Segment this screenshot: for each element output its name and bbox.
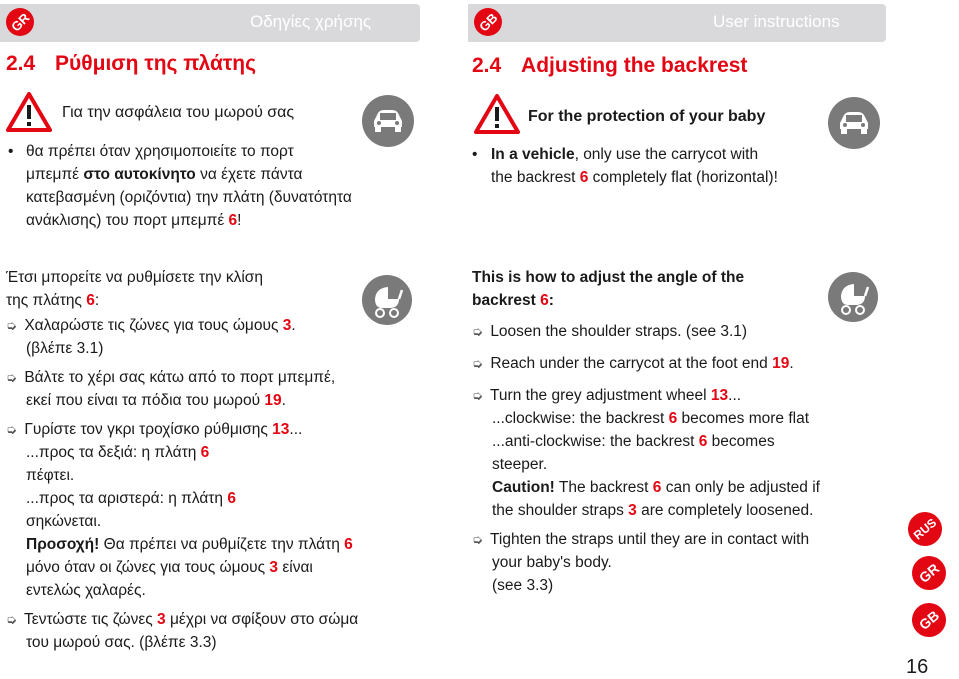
arrow-icon: ➭ — [6, 370, 17, 385]
text: Loosen the shoulder straps. (see 3.1) — [490, 323, 748, 340]
caution-cont — [6, 556, 426, 579]
ref-number: 6 — [200, 444, 210, 461]
arrow-icon: ➭ — [6, 612, 17, 627]
text: Τεντώστε τις ζώνες — [24, 611, 158, 628]
text: θα πρέπει όταν χρησιμοποιείτε το πορτ — [26, 143, 294, 160]
text: can only be adjusted if — [661, 479, 820, 496]
bullet-line — [8, 163, 352, 186]
side-tab-rus[interactable]: RUS — [901, 505, 949, 553]
text: ανάκλισης) του πορτ μπεμπέ — [26, 212, 229, 229]
text: είναι — [278, 559, 313, 576]
ref-number: 6 — [86, 292, 95, 309]
how-title: Έτσι μπορείτε να ρυθμίσετε την κλίση — [6, 269, 263, 286]
bullet-line — [8, 140, 352, 163]
ref-number: 6 — [344, 536, 353, 553]
text: Tighten the straps until they are in contact with — [490, 531, 810, 548]
emphasis: στο αυτοκίνητο — [83, 166, 196, 183]
text: . — [281, 392, 286, 409]
ref-number: 6 — [579, 169, 589, 186]
arrow-icon: ➭ — [472, 388, 483, 403]
caution-cont — [472, 499, 892, 522]
text: ...προς τα δεξιά: η πλάτη — [26, 444, 201, 461]
text: are completely loosened. — [636, 502, 814, 519]
text: Turn the grey adjustment wheel — [490, 387, 711, 404]
text: backrest — [472, 292, 541, 309]
text: Θα πρέπει να ρυθμίζετε την πλάτη — [99, 536, 345, 553]
step-4-cont: (see 3.3) — [492, 577, 554, 594]
caution-label: Προσοχή! — [26, 536, 100, 553]
text: εκεί που είναι τα πόδια του μωρού — [26, 392, 265, 409]
right-section-title: Adjusting the backrest — [521, 54, 748, 77]
ref-number: 3 — [269, 559, 279, 576]
caution-cont: εντελώς χαλαρές. — [26, 582, 146, 599]
text: ...clockwise: the backrest — [492, 410, 669, 427]
text: The backrest — [554, 479, 653, 496]
bullet-line — [8, 209, 352, 232]
ref-number: 19 — [772, 355, 790, 372]
ref-number: 6 — [698, 433, 708, 450]
right-warning-bullet — [472, 143, 778, 189]
bullet-line — [472, 166, 778, 189]
step-2-cont — [6, 389, 426, 412]
ref-number: 6 — [668, 410, 678, 427]
ref-number: 6 — [540, 292, 549, 309]
step-2 — [472, 352, 892, 375]
text: the backrest — [491, 169, 580, 186]
right-section-number: 2.4 — [472, 54, 502, 77]
bullet-line: κατεβασμένη (οριζόντια) την πλάτη (δυνατότητα — [26, 189, 352, 206]
ref-number: 3 — [282, 317, 292, 334]
car-icon — [828, 97, 880, 149]
step-3 — [472, 384, 892, 407]
left-header-title: Οδηγίες χρήσης — [250, 12, 372, 31]
text: , only use the carrycot with — [574, 146, 759, 163]
left-section-number: 2.4 — [6, 52, 36, 75]
text: μπεμπέ — [26, 166, 84, 183]
side-tab-gb[interactable]: GB — [905, 596, 953, 644]
step-4 — [6, 608, 426, 631]
ref-number: 6 — [652, 479, 662, 496]
arrow-icon: ➭ — [6, 318, 17, 333]
text: Χαλαρώστε τις ζώνες για τους ώμους — [24, 317, 283, 334]
step-3-cont: σηκώνεται. — [26, 513, 102, 530]
warning-triangle-icon — [474, 94, 520, 134]
ref-number: 6 — [227, 490, 236, 507]
ref-number: 3 — [628, 502, 637, 519]
text: : — [94, 292, 100, 309]
step-3-cont: steeper. — [492, 456, 548, 473]
text: the shoulder straps — [492, 502, 629, 519]
arrow-icon: ➭ — [6, 422, 17, 437]
text: να έχετε πάντα — [195, 166, 303, 183]
ref-number: 13 — [272, 421, 290, 438]
ref-number: 19 — [264, 392, 282, 409]
text: της πλάτης — [6, 292, 87, 309]
right-section-heading — [472, 54, 747, 78]
step-3-cont — [472, 430, 892, 453]
left-section-heading — [6, 52, 256, 76]
ref-number: 13 — [710, 387, 729, 404]
step-2 — [6, 366, 426, 389]
how-title — [6, 289, 426, 312]
side-tab-gr[interactable]: GR — [905, 549, 953, 597]
ref-number: 6 — [228, 212, 238, 229]
page-number: 16 — [906, 656, 929, 678]
text: ...προς τα αριστερά: η πλάτη — [26, 490, 228, 507]
bullet-line — [472, 143, 778, 166]
arrow-icon: ➭ — [472, 532, 483, 547]
right-warning-title: For the protection of your baby — [528, 108, 766, 125]
text: Βάλτε το χέρι σας κάτω από το πορτ μπεμπέ, — [24, 369, 336, 386]
step-4-cont: your baby's body. — [492, 554, 612, 571]
text: becomes more flat — [677, 410, 810, 427]
step-1 — [472, 320, 892, 343]
left-section-title: Ρύθμιση της πλάτης — [55, 52, 257, 75]
warning-triangle-icon — [6, 92, 52, 132]
step-3-cont — [472, 407, 892, 430]
right-how-to — [472, 266, 892, 597]
right-lang-badge: GB — [468, 2, 508, 42]
caution — [472, 476, 892, 499]
step-1 — [6, 314, 426, 337]
emphasis: In a vehicle — [491, 146, 575, 163]
text: Γυρίστε τον γκρι τροχίσκο ρύθμισης — [24, 421, 273, 438]
arrow-icon: ➭ — [472, 324, 483, 339]
text: ...anti-clockwise: the backrest — [492, 433, 699, 450]
text: ! — [237, 212, 242, 229]
step-4 — [472, 528, 892, 551]
step-3-cont — [6, 487, 426, 510]
text: Reach under the carrycot at the foot end — [490, 355, 773, 372]
step-4-cont: του μωρού σας. (βλέπε 3.3) — [26, 634, 217, 651]
text: . — [291, 317, 296, 334]
step-1-cont: (βλέπε 3.1) — [26, 340, 104, 357]
text: becomes — [707, 433, 775, 450]
arrow-icon: ➭ — [472, 356, 483, 371]
text: . — [789, 355, 794, 372]
step-3 — [6, 418, 426, 441]
text: μόνο όταν οι ζώνες για τους ώμους — [26, 559, 270, 576]
caution — [6, 533, 426, 556]
step-3-cont: πέφτει. — [26, 467, 75, 484]
left-lang-badge: GR — [0, 2, 40, 42]
ref-number: 3 — [157, 611, 166, 628]
left-warning-bullet — [8, 140, 352, 232]
text: ... — [289, 421, 303, 438]
text: ... — [728, 387, 742, 404]
caution-label: Caution! — [492, 479, 555, 496]
text: completely flat (horizontal)! — [588, 169, 778, 186]
right-header-title: User instructions — [713, 12, 840, 31]
how-title: This is how to adjust the angle of the — [472, 269, 745, 286]
bullet-dot: • — [472, 146, 478, 163]
left-how-to — [6, 266, 426, 654]
how-title — [472, 289, 892, 312]
text: μέχρι να σφίξουν στο σώμα — [165, 611, 359, 628]
left-warning-title: Για την ασφάλεια του μωρού σας — [62, 104, 295, 121]
text: : — [548, 292, 554, 309]
bullet-dot: • — [8, 143, 14, 160]
car-icon — [362, 95, 414, 147]
step-3-cont — [6, 441, 426, 464]
